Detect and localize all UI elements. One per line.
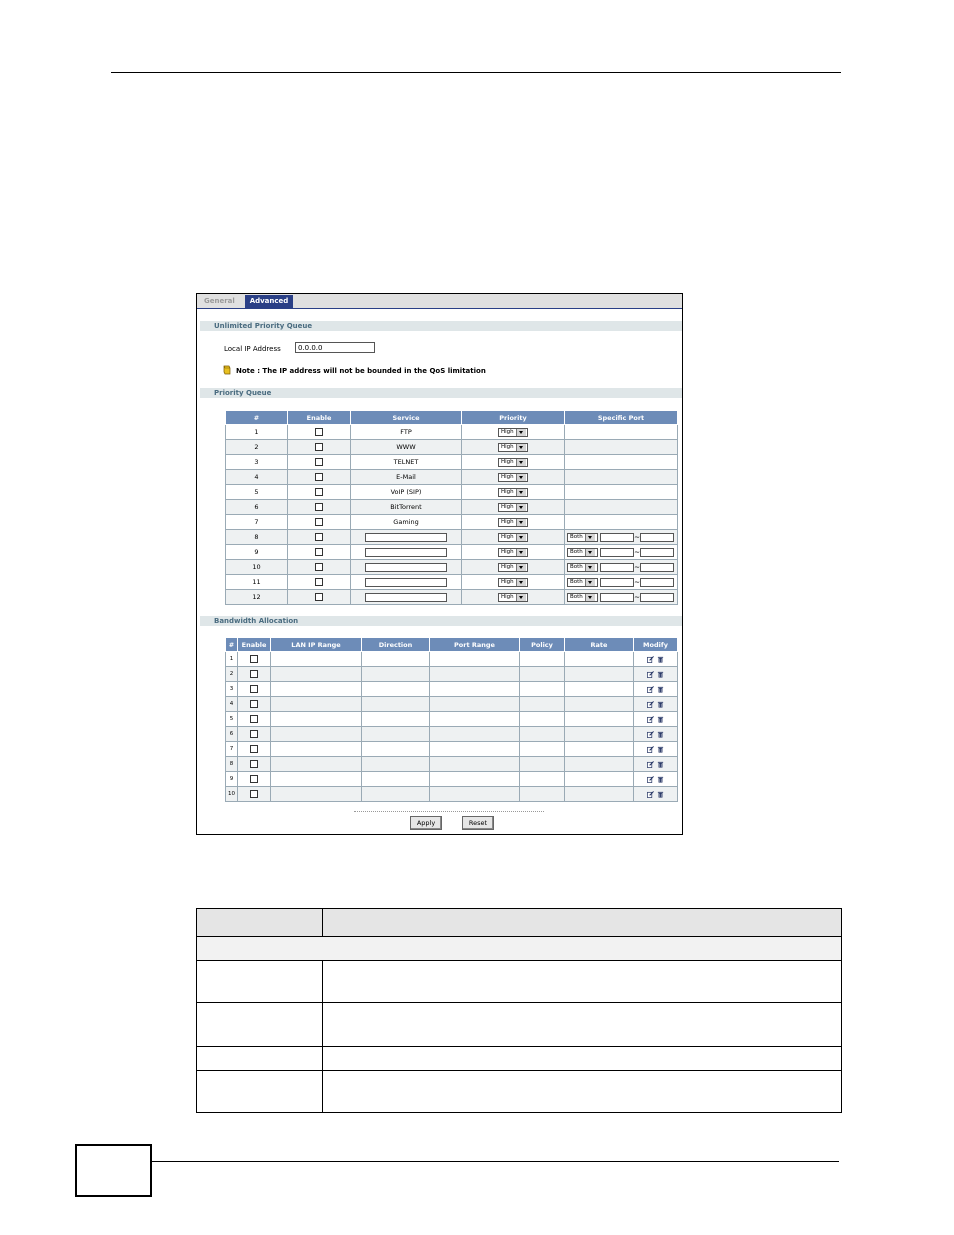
port-range-cell: [430, 757, 520, 772]
lan-ip-range-cell: [271, 667, 362, 682]
port-range-cell: [430, 787, 520, 802]
direction-select[interactable]: Both: [567, 548, 598, 557]
trash-icon[interactable]: [657, 686, 664, 693]
modify-cell: [634, 787, 678, 802]
priority-select[interactable]: High: [498, 443, 528, 452]
col-policy: Policy: [520, 638, 565, 652]
lan-ip-range-cell: [271, 682, 362, 697]
table-row: [226, 485, 678, 500]
row-number: 11: [226, 575, 288, 590]
direction-select[interactable]: Both: [567, 533, 598, 542]
enable-checkbox[interactable]: [250, 760, 258, 768]
enable-checkbox[interactable]: [315, 563, 323, 571]
lan-ip-range-cell: [271, 727, 362, 742]
policy-cell: [520, 742, 565, 757]
port-start-input[interactable]: [600, 533, 634, 542]
service-name-input[interactable]: [365, 578, 447, 587]
bandwidth-allocation-table: [225, 637, 678, 802]
range-separator: ~: [634, 533, 640, 541]
chevron-down-icon: [516, 594, 526, 601]
trash-icon[interactable]: [657, 746, 664, 753]
modify-cell: [634, 727, 678, 742]
chevron-down-icon: [516, 504, 526, 511]
lan-ip-range-cell: [271, 742, 362, 757]
rate-cell: [565, 787, 634, 802]
lan-ip-range-cell: [271, 697, 362, 712]
col-priority: Priority: [462, 411, 565, 425]
table-row: [226, 712, 678, 727]
row-number: 6: [226, 727, 238, 742]
table-row: [226, 772, 678, 787]
table-row: [226, 470, 678, 485]
table-row: [226, 757, 678, 772]
rate-cell: [565, 772, 634, 787]
port-start-input[interactable]: [600, 578, 634, 587]
range-separator: ~: [634, 578, 640, 586]
table-row: [197, 909, 842, 937]
service-name-input[interactable]: [365, 563, 447, 572]
port-range-cell: [430, 667, 520, 682]
page-header-rule: [111, 72, 841, 73]
table-row: [197, 1003, 842, 1047]
row-number: 4: [226, 697, 238, 712]
enable-checkbox[interactable]: [250, 715, 258, 723]
tab-general[interactable]: General: [204, 297, 235, 305]
enable-checkbox[interactable]: [250, 670, 258, 678]
direction-select[interactable]: Both: [567, 593, 598, 602]
priority-select[interactable]: High: [498, 578, 528, 587]
service-name-input[interactable]: [365, 548, 447, 557]
priority-select[interactable]: High: [498, 518, 528, 527]
policy-cell: [520, 787, 565, 802]
local-ip-label: Local IP Address: [224, 345, 281, 353]
reset-button[interactable]: Reset: [462, 816, 494, 830]
enable-checkbox[interactable]: [315, 593, 323, 601]
table-header-row: [226, 411, 678, 425]
table-row: [226, 697, 678, 712]
trash-icon[interactable]: [657, 731, 664, 738]
port-range-cell: [430, 742, 520, 757]
row-number: 10: [226, 560, 288, 575]
enable-checkbox[interactable]: [315, 428, 323, 436]
trash-icon[interactable]: [657, 671, 664, 678]
service-name: Gaming: [393, 518, 419, 526]
trash-icon[interactable]: [657, 776, 664, 783]
table-row: [226, 727, 678, 742]
row-number: 5: [226, 712, 238, 727]
rate-cell: [565, 712, 634, 727]
policy-cell: [520, 712, 565, 727]
policy-cell: [520, 667, 565, 682]
policy-cell: [520, 652, 565, 667]
note-text: Note : The IP address will not be bounded in the QoS limitation: [236, 367, 486, 375]
qos-advanced-screenshot: [196, 293, 683, 835]
row-number: 6: [226, 500, 288, 515]
table-row: [226, 545, 678, 560]
service-name-input[interactable]: [365, 533, 447, 542]
rate-cell: [565, 652, 634, 667]
chevron-down-icon: [516, 474, 526, 481]
enable-checkbox[interactable]: [315, 473, 323, 481]
row-number: 8: [226, 757, 238, 772]
apply-button[interactable]: Apply: [410, 816, 442, 830]
port-end-input[interactable]: [640, 578, 674, 587]
chevron-down-icon: [585, 549, 595, 556]
rate-cell: [565, 727, 634, 742]
service-name: TELNET: [393, 458, 419, 466]
port-start-input[interactable]: [600, 593, 634, 602]
chevron-down-icon: [585, 579, 595, 586]
port-range-cell: [430, 697, 520, 712]
table-row: [226, 440, 678, 455]
priority-select[interactable]: High: [498, 428, 528, 437]
modify-cell: [634, 682, 678, 697]
row-number: 3: [226, 455, 288, 470]
priority-select[interactable]: High: [498, 488, 528, 497]
modify-cell: [634, 652, 678, 667]
service-name: VoIP (SIP): [390, 488, 422, 496]
col-direction: Direction: [362, 638, 430, 652]
lan-ip-range-cell: [271, 712, 362, 727]
col-rate: Rate: [565, 638, 634, 652]
edit-icon[interactable]: [647, 761, 654, 768]
chevron-down-icon: [516, 459, 526, 466]
priority-select[interactable]: High: [498, 593, 528, 602]
table-row: [226, 530, 678, 545]
port-range-cell: [430, 682, 520, 697]
table-row: [226, 515, 678, 530]
table-row: [226, 575, 678, 590]
local-ip-input[interactable]: 0.0.0.0: [295, 342, 375, 353]
enable-checkbox[interactable]: [315, 443, 323, 451]
chevron-down-icon: [516, 444, 526, 451]
edit-icon[interactable]: [647, 686, 654, 693]
port-range-cell: [430, 712, 520, 727]
table-row: [197, 961, 842, 1003]
chevron-down-icon: [516, 564, 526, 571]
rate-cell: [565, 667, 634, 682]
table-row: [197, 1071, 842, 1113]
section-bandwidth-allocation: Bandwidth Allocation: [200, 616, 682, 626]
col-specific-port: Specific Port: [565, 411, 678, 425]
port-end-input[interactable]: [640, 533, 674, 542]
service-name: FTP: [400, 428, 412, 436]
enable-checkbox[interactable]: [250, 775, 258, 783]
chevron-down-icon: [585, 534, 595, 541]
direction-cell: [362, 772, 430, 787]
priority-queue-table: [225, 410, 678, 605]
row-number: 3: [226, 682, 238, 697]
enable-checkbox[interactable]: [315, 578, 323, 586]
trash-icon[interactable]: [657, 716, 664, 723]
port-start-input[interactable]: [600, 548, 634, 557]
lan-ip-range-cell: [271, 652, 362, 667]
port-end-input[interactable]: [640, 593, 674, 602]
enable-checkbox[interactable]: [315, 548, 323, 556]
edit-icon[interactable]: [647, 656, 654, 663]
service-name: E-Mail: [396, 473, 416, 481]
row-number: 12: [226, 590, 288, 605]
port-end-input[interactable]: [640, 563, 674, 572]
port-range-cell: [430, 727, 520, 742]
direction-select[interactable]: Both: [567, 578, 598, 587]
col-port-range: Port Range: [430, 638, 520, 652]
lan-ip-range-cell: [271, 787, 362, 802]
table-header-row: [226, 638, 678, 652]
port-range-cell: [430, 772, 520, 787]
table-row: [226, 682, 678, 697]
table-row: [226, 590, 678, 605]
section-unlimited-priority-queue: Unlimited Priority Queue: [200, 321, 682, 331]
lan-ip-range-cell: [271, 772, 362, 787]
table-row: [226, 787, 678, 802]
direction-cell: [362, 727, 430, 742]
trash-icon[interactable]: [657, 701, 664, 708]
row-number: 1: [226, 652, 238, 667]
rate-cell: [565, 682, 634, 697]
note-icon: [223, 365, 231, 375]
range-separator: ~: [634, 548, 640, 556]
row-number: 8: [226, 530, 288, 545]
edit-icon[interactable]: [647, 671, 654, 678]
range-separator: ~: [634, 593, 640, 601]
trash-icon[interactable]: [657, 656, 664, 663]
enable-checkbox[interactable]: [250, 730, 258, 738]
row-number: 2: [226, 440, 288, 455]
col-enable: Enable: [288, 411, 351, 425]
table-row: [197, 937, 842, 961]
edit-icon[interactable]: [647, 746, 654, 753]
table-row: [226, 425, 678, 440]
row-number: 10: [226, 787, 238, 802]
service-name: WWW: [396, 443, 416, 451]
direction-cell: [362, 682, 430, 697]
range-separator: ~: [634, 563, 640, 571]
row-number: 9: [226, 545, 288, 560]
priority-select[interactable]: High: [498, 458, 528, 467]
table-row: [226, 667, 678, 682]
policy-cell: [520, 682, 565, 697]
button-divider: [354, 811, 544, 812]
edit-icon[interactable]: [647, 731, 654, 738]
port-start-input[interactable]: [600, 563, 634, 572]
policy-cell: [520, 727, 565, 742]
tab-bar: [197, 294, 682, 309]
row-number: 5: [226, 485, 288, 500]
direction-cell: [362, 697, 430, 712]
edit-icon[interactable]: [647, 716, 654, 723]
lan-ip-range-cell: [271, 757, 362, 772]
table-row: [226, 652, 678, 667]
chevron-down-icon: [516, 429, 526, 436]
enable-checkbox[interactable]: [250, 745, 258, 753]
modify-cell: [634, 772, 678, 787]
chevron-down-icon: [585, 564, 595, 571]
priority-select[interactable]: High: [498, 533, 528, 542]
direction-cell: [362, 757, 430, 772]
port-range-cell: [430, 652, 520, 667]
trash-icon[interactable]: [657, 791, 664, 798]
col-lan-ip-range: LAN IP Range: [271, 638, 362, 652]
enable-checkbox[interactable]: [315, 533, 323, 541]
table-row: [226, 500, 678, 515]
enable-checkbox[interactable]: [250, 685, 258, 693]
chevron-down-icon: [516, 489, 526, 496]
col-num: #: [226, 411, 288, 425]
port-end-input[interactable]: [640, 548, 674, 557]
row-number: 2: [226, 667, 238, 682]
row-number: 4: [226, 470, 288, 485]
modify-cell: [634, 712, 678, 727]
modify-cell: [634, 667, 678, 682]
direction-cell: [362, 742, 430, 757]
direction-cell: [362, 712, 430, 727]
policy-cell: [520, 697, 565, 712]
rate-cell: [565, 742, 634, 757]
direction-cell: [362, 667, 430, 682]
service-name-input[interactable]: [365, 593, 447, 602]
edit-icon[interactable]: [647, 776, 654, 783]
policy-cell: [520, 757, 565, 772]
row-number: 7: [226, 515, 288, 530]
chevron-down-icon: [516, 519, 526, 526]
enable-checkbox[interactable]: [250, 700, 258, 708]
chevron-down-icon: [516, 549, 526, 556]
tab-advanced[interactable]: Advanced: [245, 295, 293, 308]
enable-checkbox[interactable]: [315, 458, 323, 466]
enable-checkbox[interactable]: [250, 655, 258, 663]
field-description-table: [196, 908, 842, 1113]
table-row: [226, 560, 678, 575]
modify-cell: [634, 742, 678, 757]
chevron-down-icon: [585, 594, 595, 601]
enable-checkbox[interactable]: [250, 790, 258, 798]
priority-select[interactable]: High: [498, 503, 528, 512]
chevron-down-icon: [516, 579, 526, 586]
edit-icon[interactable]: [647, 701, 654, 708]
edit-icon[interactable]: [647, 791, 654, 798]
enable-checkbox[interactable]: [315, 503, 323, 511]
modify-cell: [634, 697, 678, 712]
row-number: 9: [226, 772, 238, 787]
direction-select[interactable]: Both: [567, 563, 598, 572]
direction-cell: [362, 652, 430, 667]
table-row: [197, 1047, 842, 1071]
col-modify: Modify: [634, 638, 678, 652]
trash-icon[interactable]: [657, 761, 664, 768]
priority-select[interactable]: High: [498, 473, 528, 482]
rate-cell: [565, 697, 634, 712]
section-priority-queue: Priority Queue: [200, 388, 682, 398]
priority-select[interactable]: High: [498, 548, 528, 557]
table-row: [226, 455, 678, 470]
col-enable: Enable: [238, 638, 271, 652]
table-row: [226, 742, 678, 757]
row-number: 1: [226, 425, 288, 440]
row-number: 7: [226, 742, 238, 757]
col-num: #: [226, 638, 238, 652]
enable-checkbox[interactable]: [315, 518, 323, 526]
page-footer-rule: [152, 1161, 839, 1162]
policy-cell: [520, 772, 565, 787]
priority-select[interactable]: High: [498, 563, 528, 572]
enable-checkbox[interactable]: [315, 488, 323, 496]
service-name: BitTorrent: [390, 503, 422, 511]
col-service: Service: [351, 411, 462, 425]
rate-cell: [565, 757, 634, 772]
page-number-box: [75, 1144, 152, 1197]
direction-cell: [362, 787, 430, 802]
modify-cell: [634, 757, 678, 772]
chevron-down-icon: [516, 534, 526, 541]
